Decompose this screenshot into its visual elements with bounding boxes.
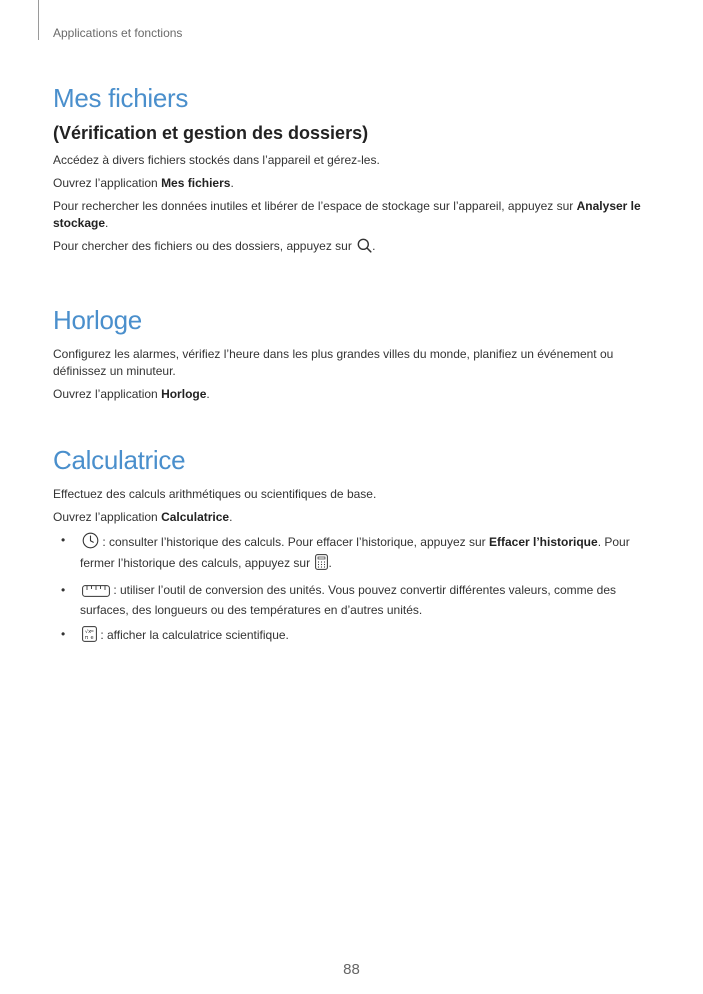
- svg-text:√x: √x: [85, 629, 92, 635]
- text: : consulter l’historique des calculs. Pour effacer l’historique, appuyez sur: [99, 535, 489, 549]
- text: Ouvrez l’application: [53, 510, 162, 524]
- paragraph-intro: Effectuez des calculs arithmétiques ou scientifiques de base.: [53, 487, 377, 501]
- paragraph-storage: [53, 198, 653, 232]
- keypad-icon: [315, 554, 328, 575]
- section-title-horloge: Horloge: [53, 305, 142, 335]
- feature-list: [53, 532, 653, 647]
- section-mes-fichiers: [53, 80, 653, 258]
- paragraph-open-app: [53, 509, 653, 526]
- bullet: •: [61, 533, 66, 547]
- svg-text:π: π: [85, 635, 89, 641]
- section-title-calculatrice: Calculatrice: [53, 445, 186, 475]
- text: Ouvrez l’application: [53, 176, 162, 190]
- text: Pour rechercher les données inutiles et libérer de l’espace de stockage sur l’appareil, appuyez sur: [53, 199, 577, 213]
- paragraph-open-app: [53, 386, 653, 403]
- storage-action-name: Analyser le stockage: [53, 199, 641, 230]
- app-name: Horloge: [161, 387, 207, 401]
- app-name: Mes fichiers: [161, 176, 231, 190]
- app-name: Calculatrice: [161, 510, 230, 524]
- scientific-calculator-icon: [82, 626, 97, 647]
- section-calculatrice: [53, 442, 653, 647]
- page-content: [53, 80, 653, 654]
- section-title-mes-fichiers: Mes fichiers: [53, 83, 189, 113]
- text: .: [328, 556, 332, 570]
- action-name: Effacer l’historique: [488, 535, 598, 549]
- text: . Pour fermer l’historique des calculs, appuyez sur: [80, 535, 630, 570]
- page-margin-rule: [38, 0, 39, 40]
- page-number: 88: [343, 961, 360, 978]
- text: .: [105, 216, 109, 230]
- list-item: [53, 626, 653, 647]
- paragraph-intro: Configurez les alarmes, vérifiez l’heure dans les plus grandes villes du monde, planifiez un événement ou définissez un minuteur.: [53, 347, 614, 378]
- search-icon: [357, 238, 372, 258]
- list-item: [53, 532, 653, 575]
- bullet: •: [61, 627, 66, 641]
- paragraph-search: [53, 238, 653, 258]
- text: : utiliser l’outil de conversion des unités. Vous pouvez convertir différentes valeurs, comme des surfaces, des longueurs ou des températures en d’autres unités.: [80, 583, 617, 617]
- text: : afficher la calculatrice scientifique.: [97, 628, 289, 642]
- bullet: •: [61, 583, 66, 597]
- text: .: [230, 176, 234, 190]
- paragraph-intro: Accédez à divers fichiers stockés dans l’appareil et gérez-les.: [53, 153, 380, 167]
- text: Ouvrez l’application: [53, 387, 162, 401]
- section-horloge: [53, 302, 653, 403]
- paragraph-open-app: [53, 175, 653, 192]
- running-header: Applications et fonctions: [53, 26, 183, 40]
- svg-text:e: e: [90, 635, 94, 641]
- ruler-icon: [82, 585, 110, 602]
- list-item: [53, 582, 653, 619]
- history-icon: [82, 532, 99, 554]
- section-subtitle: (Vérification et gestion des dossiers): [53, 123, 369, 143]
- text: Pour chercher des fichiers ou des dossiers, appuyez sur: [53, 239, 356, 253]
- text: .: [229, 510, 233, 524]
- text: .: [372, 239, 376, 253]
- text: .: [206, 387, 210, 401]
